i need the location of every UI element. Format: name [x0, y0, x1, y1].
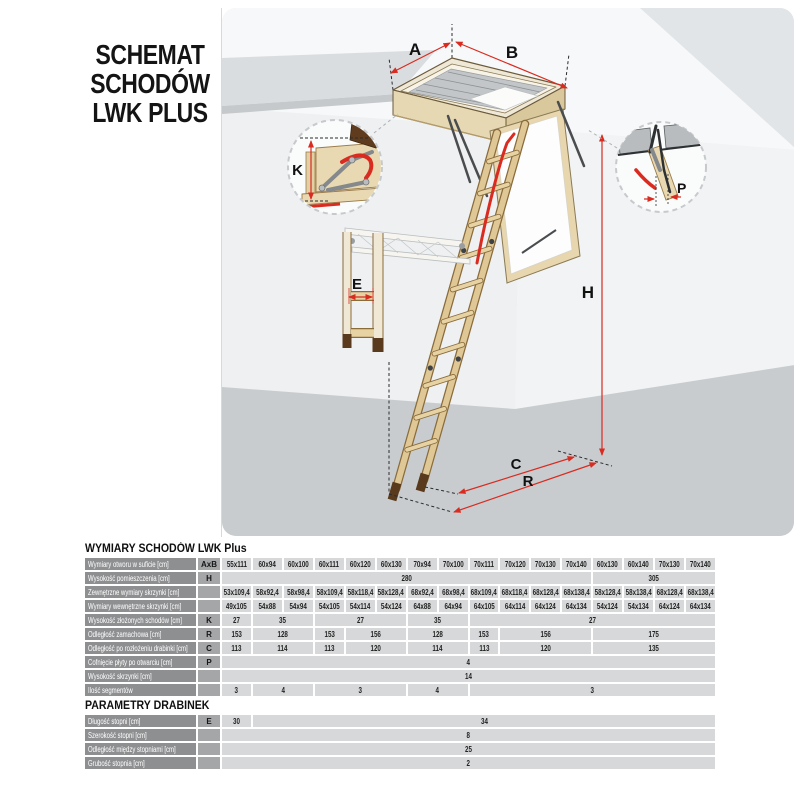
value-cell: 54x114: [346, 600, 375, 612]
value-cell: 3: [315, 684, 406, 696]
value-cell: 64x94: [439, 600, 468, 612]
label-k: K: [292, 162, 303, 179]
value-cell: 114: [253, 642, 313, 654]
label-h: H: [581, 283, 594, 302]
value-cell: 120: [346, 642, 406, 654]
value-cell: 2: [222, 757, 715, 769]
value-cell: 54x124: [593, 600, 622, 612]
value-cell: 68x109,4: [470, 587, 497, 597]
table-row: [85, 572, 715, 584]
value-cell: 70x130: [655, 558, 684, 570]
value-cell: 70x140: [562, 558, 591, 570]
value-cell: 58x118,4: [347, 587, 374, 597]
value-cell: 27: [315, 614, 406, 626]
value-cell: 68x138,4: [687, 587, 714, 597]
row-label: Grubość stopnia [cm]: [85, 757, 196, 769]
row-symbol: [198, 729, 220, 741]
label-e: E: [351, 276, 363, 293]
spec-tables: [85, 543, 715, 771]
value-cell: 64x134: [562, 600, 591, 612]
row-symbol: [198, 670, 220, 682]
table-row: [85, 558, 715, 570]
label-a: A: [408, 40, 422, 59]
row-symbol: C: [198, 642, 220, 654]
value-cell: 54x94: [284, 600, 313, 612]
value-cell: 175: [593, 628, 715, 640]
row-symbol: P: [198, 656, 220, 668]
label-b: B: [505, 43, 519, 62]
table-row: [85, 642, 715, 654]
table-row: [85, 729, 715, 741]
table-row: [85, 684, 715, 696]
value-cell: 58x128,4: [594, 587, 621, 597]
label-p: P: [677, 180, 687, 196]
value-cell: 35: [253, 614, 313, 626]
value-cell: 113: [470, 642, 499, 654]
row-label: Wysokość pomieszczenia [cm]: [85, 572, 196, 584]
value-cell: 114: [408, 642, 468, 654]
value-cell: 25: [222, 743, 715, 755]
value-cell: 4: [408, 684, 468, 696]
row-label: Wymiary otworu w suficie [cm]: [85, 558, 196, 570]
table1-title: WYMIARY SCHODÓW LWK Plus: [85, 543, 247, 555]
value-cell: 68x98,4: [439, 586, 468, 598]
value-cell: 70x111: [470, 558, 499, 570]
stairs-diagram: [222, 8, 795, 538]
row-label: Wysokość złożonych schodów [cm]: [85, 614, 196, 626]
dimensions-table: [85, 558, 715, 696]
row-symbol: [198, 757, 220, 769]
table-row: [85, 628, 715, 640]
value-cell: 128: [253, 628, 313, 640]
value-cell: 70x120: [500, 558, 529, 570]
value-cell: 54x105: [315, 600, 344, 612]
value-cell: 3: [470, 684, 716, 696]
row-label: Długość stopni [cm]: [85, 715, 196, 727]
row-label: Zewnętrzne wymiary skrzynki [cm]: [85, 586, 196, 598]
value-cell: 60x120: [346, 558, 375, 570]
value-cell: 156: [346, 628, 406, 640]
value-cell: 68x92,4: [408, 586, 437, 598]
value-cell: 153: [470, 628, 499, 640]
value-cell: 58x128,4: [378, 587, 405, 597]
value-cell: 68x138,4: [563, 587, 590, 597]
ladder-params-table: [85, 715, 715, 769]
row-symbol: [198, 586, 220, 598]
value-cell: 64x105: [470, 600, 499, 612]
value-cell: 64x114: [500, 600, 529, 612]
table-row: [85, 600, 715, 612]
value-cell: 3: [222, 684, 251, 696]
value-cell: 58x138,4: [625, 587, 652, 597]
value-cell: 64x124: [531, 600, 560, 612]
value-cell: 153: [222, 628, 251, 640]
value-cell: 8: [222, 729, 715, 741]
row-symbol: [198, 600, 220, 612]
page-title: [84, 40, 215, 127]
row-label: Odległość między stopniami [cm]: [85, 743, 196, 755]
label-r: R: [522, 473, 534, 490]
value-cell: 27: [470, 614, 716, 626]
table-row: [85, 586, 715, 598]
value-cell: 60x130: [593, 558, 622, 570]
value-cell: 305: [593, 572, 715, 584]
value-cell: 54x124: [377, 600, 406, 612]
row-symbol: AxB: [198, 558, 220, 570]
value-cell: 54x134: [624, 600, 653, 612]
value-cell: 60x130: [377, 558, 406, 570]
row-label: Odległość zamachowa [cm]: [85, 628, 196, 640]
value-cell: 68x128,4: [656, 587, 683, 597]
row-symbol: [198, 743, 220, 755]
table-row: [85, 715, 715, 727]
value-cell: 64x124: [655, 600, 684, 612]
value-cell: 35: [408, 614, 468, 626]
value-cell: 60x111: [315, 558, 344, 570]
value-cell: 64x134: [686, 600, 715, 612]
title-line-2: SCHODÓW: [90, 68, 210, 99]
value-cell: 14: [222, 670, 715, 682]
value-cell: 53x109,4: [223, 587, 250, 597]
row-symbol: H: [198, 572, 220, 584]
value-cell: 34: [253, 715, 715, 727]
value-cell: 135: [593, 642, 715, 654]
label-c: C: [510, 456, 522, 473]
row-symbol: R: [198, 628, 220, 640]
row-label: Wysokość skrzynki [cm]: [85, 670, 196, 682]
value-cell: 4: [222, 656, 715, 668]
value-cell: 64x88: [408, 600, 437, 612]
value-cell: 68x118,4: [502, 587, 528, 597]
table-row: [85, 656, 715, 668]
value-cell: 153: [315, 628, 344, 640]
table2-title: PARAMETRY DRABINEK: [85, 700, 210, 712]
value-cell: 60x140: [624, 558, 653, 570]
value-cell: 70x100: [439, 558, 468, 570]
value-cell: 60x94: [253, 558, 282, 570]
title-line-3: LWK PLUS: [92, 97, 208, 128]
row-label: Ilość segmentów: [85, 684, 196, 696]
row-symbol: E: [198, 715, 220, 727]
value-cell: 120: [500, 642, 591, 654]
table-row: [85, 614, 715, 626]
row-symbol: [198, 684, 220, 696]
title-line-1: SCHEMAT: [95, 39, 205, 70]
value-cell: 30: [222, 715, 251, 727]
table-row: [85, 757, 715, 769]
value-cell: 4: [253, 684, 313, 696]
value-cell: 27: [222, 614, 251, 626]
row-label: Odległość po rozłożeniu drabinki [cm]: [85, 642, 196, 654]
row-label: Szerokość stopni [cm]: [85, 729, 196, 741]
value-cell: 70x130: [531, 558, 560, 570]
value-cell: 70x94: [408, 558, 437, 570]
row-symbol: K: [198, 614, 220, 626]
value-cell: 280: [222, 572, 591, 584]
value-cell: 49x105: [222, 600, 251, 612]
value-cell: 113: [315, 642, 344, 654]
table-row: [85, 670, 715, 682]
value-cell: 58x92,4: [253, 586, 282, 598]
row-label: Cofnięcie płyty po otwarciu [cm]: [85, 656, 196, 668]
value-cell: 70x140: [686, 558, 715, 570]
value-cell: 68x128,4: [532, 587, 559, 597]
table-row: [85, 743, 715, 755]
value-cell: 113: [222, 642, 251, 654]
value-cell: 128: [408, 628, 468, 640]
value-cell: 156: [500, 628, 591, 640]
value-cell: 55x111: [222, 558, 251, 570]
value-cell: 60x100: [284, 558, 313, 570]
value-cell: 54x88: [253, 600, 282, 612]
value-cell: 58x98,4: [284, 586, 313, 598]
value-cell: 58x109,4: [316, 587, 343, 597]
row-label: Wymiary wewnętrzne skrzynki [cm]: [85, 600, 196, 612]
